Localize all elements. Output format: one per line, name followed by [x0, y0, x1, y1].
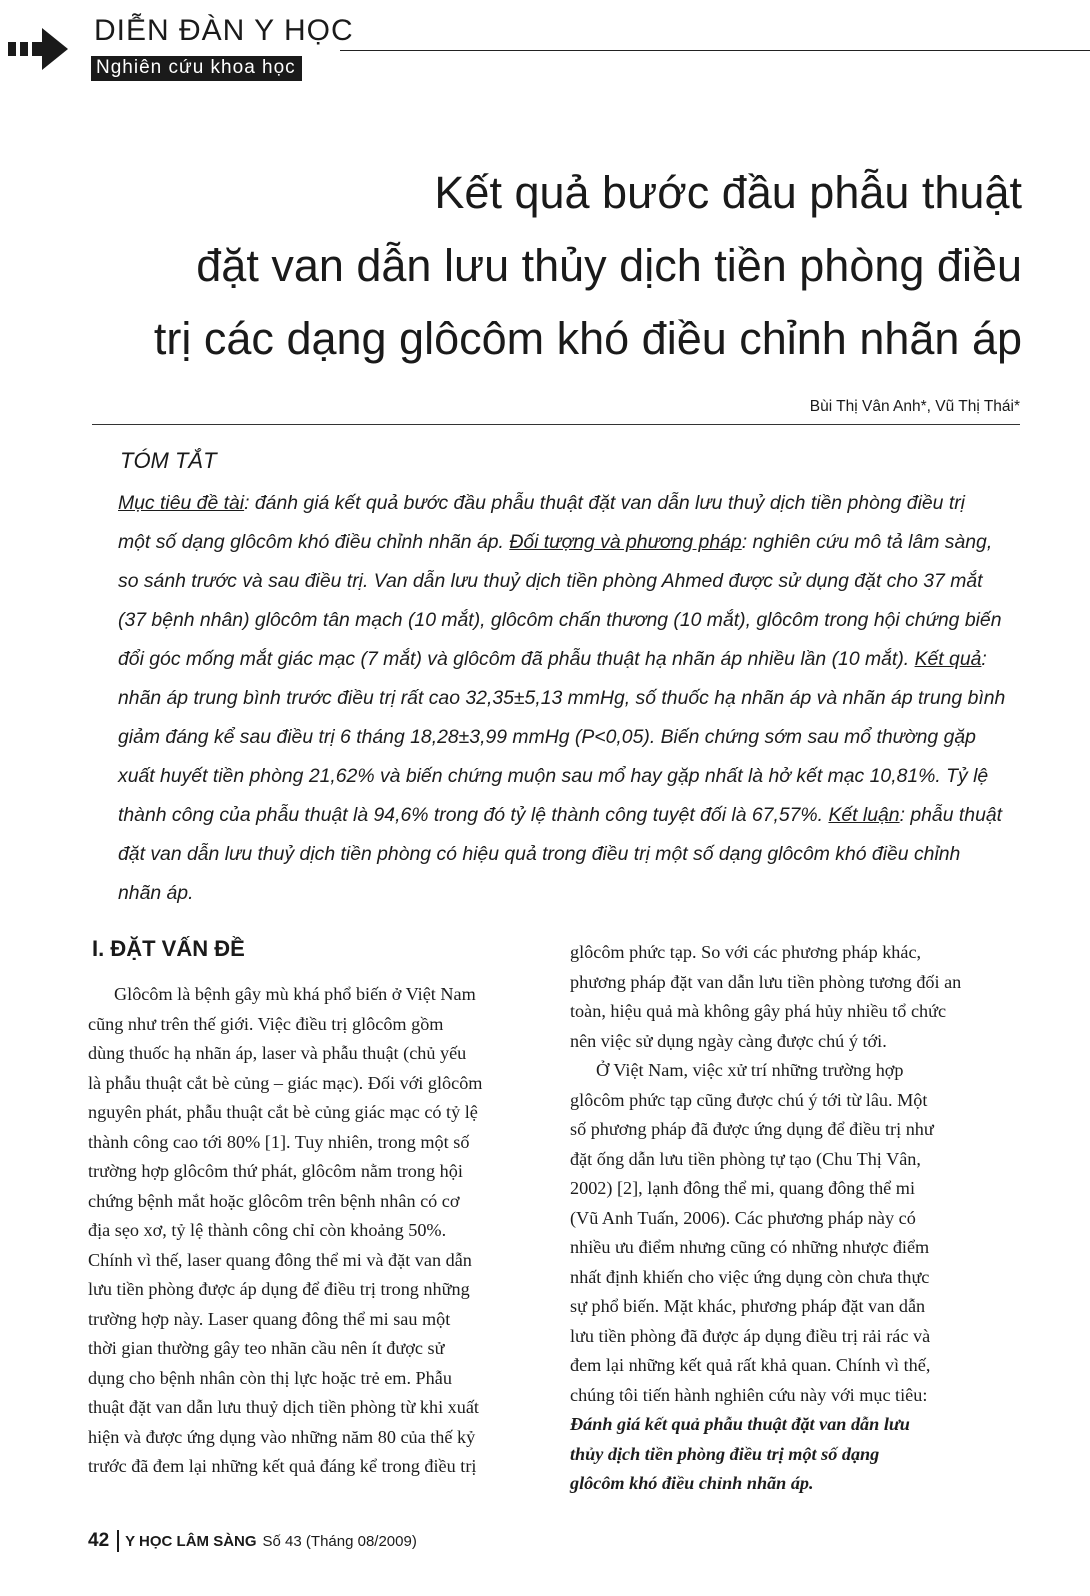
authors: Bùi Thị Vân Anh*, Vũ Thị Thái*: [809, 398, 1020, 415]
body-line: phương pháp đặt van dẫn lưu tiền phòng tương đối an: [570, 971, 962, 992]
body-line: nhiều ưu điểm nhưng cũng có những nhược điểm: [570, 1237, 930, 1257]
body-line: lưu tiền phòng được áp dụng để điều trị trong những: [88, 1279, 470, 1299]
body-line: địa sẹo xơ, tỷ lệ thành công chỉ còn khoảng 50%.: [88, 1220, 447, 1240]
body-line: trước đã đem lại những kết quả đáng kể trong điều trị: [88, 1456, 477, 1476]
abstract-line: [118, 796, 1022, 835]
abstract-text: :: [981, 648, 987, 670]
article-title: [60, 156, 1022, 375]
journal-name: Y HỌC LÂM SÀNG: [125, 1532, 257, 1550]
objective-line: Đánh giá kết quả phẫu thuật đặt van dẫn lưu: [570, 1414, 910, 1434]
body-line: trường hợp này. Laser quang đông thể mi sau một: [88, 1308, 451, 1329]
body-line: hiện và được ứng dụng vào những năm 80 của thế kỷ: [88, 1426, 476, 1447]
body-line: Glôcôm là bệnh gây mù khá phổ biến ở Việt Nam: [114, 984, 476, 1004]
body-line: đặt ống dẫn lưu tiền phòng tự tạo (Chu Thị Vân,: [570, 1148, 921, 1169]
abstract-body: [118, 484, 1022, 913]
abstract-text: : phẫu thuật: [899, 804, 1003, 826]
body-line: glôcôm phức tạp cũng được chú ý tới từ lâu. Một: [570, 1089, 928, 1110]
body-line: số phương pháp đã được ứng dụng để điều trị như: [570, 1119, 934, 1139]
abstract-text: giảm đáng kể sau điều trị 6 tháng 18,28±3,99 mmHg (P<0,05). Biến chứng sớm sau mổ thường gặp: [118, 726, 976, 748]
body-line: toàn, hiệu quả mà không gây phá hủy nhiều tổ chức: [570, 1001, 947, 1021]
body-line: glôcôm phức tạp. So với các phương pháp khác,: [570, 942, 922, 962]
abstract-text: đổi góc mống mắt giác mạc (7 mắt) và glôcôm đã phẫu thuật hạ nhãn áp nhiều lần (10 mắt).: [118, 648, 915, 670]
abstract-text: đặt van dẫn lưu thuỷ dịch tiền phòng có hiệu quả trong điều trị một số dạng glôcôm khó điều chỉnh: [118, 843, 961, 865]
abstract-text: một số dạng glôcôm khó điều chỉnh nhãn áp.: [118, 531, 510, 553]
header-divider: [340, 50, 1090, 51]
right-column: [570, 938, 1020, 1499]
title-line: đặt van dẫn lưu thủy dịch tiền phòng điều: [196, 240, 1022, 291]
body-line: đem lại những kết quả rất khả quan. Chính vì thế,: [570, 1355, 931, 1375]
body-line: Chính vì thế, laser quang đông thể mi và đặt van dẫn: [88, 1249, 472, 1270]
objective-line: thủy dịch tiền phòng điều trị một số dạng: [570, 1443, 880, 1464]
abstract-label: Đối tượng và phương pháp: [509, 531, 742, 553]
body-line: chứng bệnh mắt hoặc glôcôm trên bệnh nhân có cơ: [88, 1190, 460, 1211]
body-line: lưu tiền phòng đã được áp dụng điều trị rải rác và: [570, 1325, 931, 1346]
abstract-line: [118, 562, 1022, 601]
section-heading: I. ĐẶT VẤN ĐỀ: [92, 936, 245, 961]
section-subtitle: Nghiên cứu khoa học: [91, 56, 302, 81]
left-column: [88, 980, 534, 1482]
abstract-divider: [92, 424, 1020, 425]
footer-divider: [117, 1530, 119, 1552]
abstract-line: [118, 757, 1022, 796]
abstract-heading: TÓM TẮT: [120, 448, 217, 473]
body-line: là phẫu thuật cắt bè củng – giác mạc). Đối với glôcôm: [88, 1072, 483, 1093]
abstract-line: [118, 601, 1022, 640]
abstract-text: : nghiên cứu mô tả lâm sàng,: [741, 531, 993, 553]
abstract-label: Mục tiêu đề tài: [118, 492, 245, 514]
body-line: nhất định khiến cho việc ứng dụng còn chưa thực: [570, 1266, 930, 1287]
arrow-right-icon: [8, 24, 70, 74]
body-line: trường hợp glôcôm thứ phát, glôcôm nằm trong hội: [88, 1161, 463, 1181]
abstract-line: [118, 484, 1022, 523]
abstract-text: nhãn áp.: [118, 882, 194, 904]
abstract-line: [118, 874, 1022, 913]
abstract-line: [118, 835, 1022, 874]
abstract-text: (37 bệnh nhân) glôcôm tân mạch (10 mắt), glôcôm chấn thương (10 mắt), glôcôm trong hội chứng biến: [118, 609, 1002, 631]
body-line: nguyên phát, phẫu thuật cắt bè củng giác mạc có tỷ lệ: [88, 1102, 478, 1122]
issue-info: Số 43 (Tháng 08/2009): [262, 1532, 417, 1550]
abstract-text: xuất huyết tiền phòng 21,62% và biến chứng muộn sau mổ hay gặp nhất là hở kết mạc 10,81%. Tỷ lệ: [118, 765, 989, 787]
objective-line: glôcôm khó điều chỉnh nhãn áp.: [570, 1473, 814, 1493]
body-line: chúng tôi tiến hành nghiên cứu này với mục tiêu:: [570, 1384, 928, 1405]
body-line: thời gian thường gây teo nhãn cầu nên ít được sử: [88, 1338, 445, 1358]
page-number: 42: [88, 1530, 110, 1551]
body-line: nên việc sử dụng ngày càng được chú ý tới.: [570, 1030, 887, 1051]
abstract-line: [118, 718, 1022, 757]
title-line: Kết quả bước đầu phẫu thuật: [434, 167, 1022, 218]
abstract-text: thành công của phẫu thuật là 94,6% trong đó tỷ lệ thành công tuyệt đối là 67,57%.: [118, 804, 829, 826]
body-line: (Vũ Anh Tuấn, 2006). Các phương pháp này có: [570, 1207, 916, 1228]
abstract-text: nhãn áp trung bình trước điều trị rất cao 32,35±5,13 mmHg, số thuốc hạ nhãn áp và nhãn áp trung bình: [118, 687, 1006, 709]
body-line: thuật đặt van dẫn lưu thuỷ dịch tiền phòng từ khi xuất: [88, 1397, 479, 1417]
body-line: thành công cao tới 80% [1]. Tuy nhiên, trong một số: [88, 1131, 470, 1152]
body-line: cũng như trên thế giới. Việc điều trị glôcôm gồm: [88, 1013, 444, 1034]
abstract-line: [118, 679, 1022, 718]
body-line: dụng cho bệnh nhân còn thị lực hoặc trẻ em. Phẫu: [88, 1367, 452, 1388]
abstract-line: [118, 640, 1022, 679]
body-line: sự phổ biến. Mặt khác, phương pháp đặt van dẫn: [570, 1296, 926, 1316]
body-line: 2002) [2], lạnh đông thể mi, quang đông thể mi: [570, 1178, 916, 1198]
abstract-text: so sánh trước và sau điều trị. Van dẫn lưu thuỷ dịch tiền phòng Ahmed được sử dụng đặt cho 37 mắt: [118, 570, 983, 592]
body-line: dùng thuốc hạ nhãn áp, laser và phẫu thuật (chủ yếu: [88, 1043, 467, 1063]
page-footer: [88, 1530, 417, 1552]
abstract-text: : đánh giá kết quả bước đầu phẫu thuật đặt van dẫn lưu thuỷ dịch tiền phòng điều trị: [244, 492, 965, 514]
abstract-label: Kết luận: [828, 804, 900, 826]
abstract-label: Kết quả: [914, 648, 982, 670]
body-line: Ở Việt Nam, việc xử trí những trường hợp: [596, 1060, 904, 1080]
title-line: trị các dạng glôcôm khó điều chỉnh nhãn áp: [153, 313, 1022, 364]
abstract-line: [118, 523, 1022, 562]
section-title: DIỄN ĐÀN Y HỌC: [94, 14, 354, 47]
